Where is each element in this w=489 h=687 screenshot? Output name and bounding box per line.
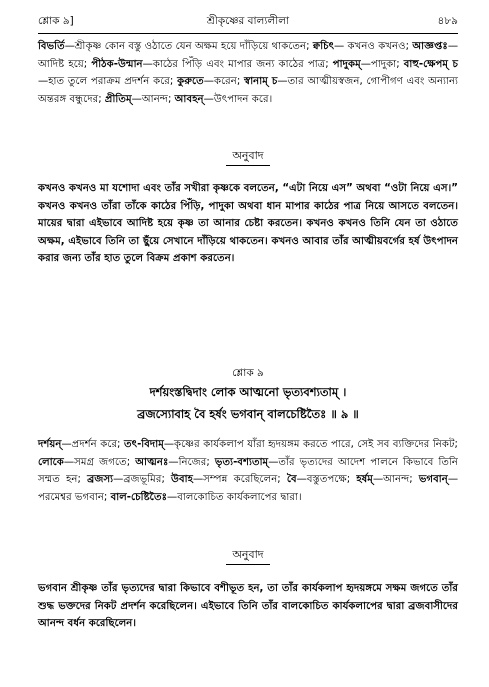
translation-paragraph-1: কখনও কখনও মা যশোদা এবং তাঁর সখীরা কৃষ্ণকে বলতেন, “এটা নিয়ে এস” অথবা “ওটা নিয়ে এস।” কখনও কখনও তাঁরা তাঁকে কাঠের পিঁড়ি, পাদুকা অথবা ধান মাপার কাঠের পাত্র নিয়ে আসতে বলতেন। মায়ের দ্বারা এইভাবে আদিষ্ট হয়ে কৃষ্ণ তা আনার চেষ্টা করতেন। কখনও কখনও তিনি যেন তা ওঠাতে অক্ষম, এইভাবে তিনি তা ছুঁয়ে সেখানে দাঁড়িয়ে থাকতেন। কখনও আবার তাঁর আত্মীয়বর্গের হর্ষ উৎপাদন করার জন্য তাঁর হাত তুলে বিক্রম প্রকাশ করতেন। <box>38 183 458 265</box>
synonym-meaning: —কৃষ্ণের কার্যকলাপ যাঁরা হৃদয়ঙ্গম করতে পারে, সেই সব ব্যক্তিদের নিকট; <box>163 439 458 450</box>
synonym-meaning: —বালকোচিত কার্যকলাপের দ্বারা। <box>167 491 302 503</box>
synonym-meaning: —কাঠের পিঁড়ি এবং মাপার জন্য কাঠের পাত্র; <box>142 58 333 70</box>
synonym-word: বাহু-ক্ষেপম্ চ <box>403 58 458 70</box>
synonym-word: আবহন্ <box>174 93 204 105</box>
synonym-word: ব্রজস্য <box>87 474 114 486</box>
synonym-word: পাদুকম্ <box>332 58 361 70</box>
synonym-meaning: —সমগ্র জগতে; <box>63 456 136 468</box>
synonym-meaning: —প্রদর্শন করে; <box>61 439 124 450</box>
synonym-meaning: —তার আত্মীয়স্বজন, গোপীগণ এবং অন্যান্য অন্তরঙ্গ বন্ধুদের; <box>38 76 458 105</box>
verse-line-1: দর্শয়ংস্তদ্বিদাং লোক আত্মনো ভৃত্যবশ্যতাম্ । <box>149 385 347 399</box>
synonym-word: উবাহ <box>171 474 193 486</box>
synonym-meaning: —আনন্দ; <box>131 93 175 105</box>
synonym-meaning: —করেন; <box>203 76 244 88</box>
synonym-meaning: —আদিষ্ট হয়ে; <box>38 41 458 70</box>
synonym-meaning: —পাদুকা; <box>360 58 404 70</box>
synonym-word: কুরুতে <box>177 76 204 88</box>
synonym-word: লোকে <box>38 456 64 468</box>
translation-paragraph-2: ভগবান শ্রীকৃষ্ণ তাঁর ভৃত্যদের দ্বারা কিভাবে বশীভূত হন, তা তাঁর কার্যকলাপ হৃদয়ঙ্গমে সক্ষম জগতে তাঁর শুদ্ধ ভক্তদের নিকট প্রদর্শন করেছিলেন। এইভাবে তিনি তাঁর বালকোচিত কার্যকলাপের দ্বারা ব্রজবাসীদের আনন্দ বর্ধন করেছিলেন। <box>38 583 458 630</box>
translation-heading-2: অনুবাদ <box>232 548 264 561</box>
synonym-meaning: —পরমেশ্বর ভগবান; <box>38 474 459 503</box>
synonym-word: পীঠক-উন্মান <box>91 58 143 70</box>
synonym-word: স্বানাম্ চ <box>244 76 278 88</box>
synonym-word: বিভর্তি <box>38 41 65 52</box>
synonym-word: আত্মনঃ <box>135 456 169 468</box>
verse-line-2: ব্রজস্যোবাহ বৈ হর্ষং ভগবান্ বালচেষ্টিতৈঃ ॥ ৯ ॥ <box>137 407 359 421</box>
synonym-meaning: —ব্রজভূমির; <box>113 474 172 486</box>
synonym-word: বাল-চেষ্টিতৈঃ <box>110 491 168 503</box>
header-chapter-title: শ্রীকৃষ্ণের বাল্যলীলা <box>206 15 290 27</box>
synonym-word: ভৃত্য-বশ্যতাম্ <box>214 456 269 468</box>
synonym-word: আজ্ঞপ্তঃ <box>412 41 448 52</box>
synonym-word: বৈ <box>286 474 297 486</box>
verse-number: শ্লোক ৯ <box>232 367 264 379</box>
synonym-meaning: —নিজের; <box>168 456 215 468</box>
synonyms-paragraph-bottom <box>38 436 458 506</box>
synonym-meaning: — কখনও কখনও; <box>334 41 413 52</box>
synonym-meaning: —হাত তুলে পরাক্রম প্রদর্শন করে; <box>38 76 178 88</box>
synonym-word: দর্শয়ন্ <box>38 439 62 450</box>
heading-underline-2 <box>226 564 270 565</box>
running-header <box>38 12 458 30</box>
header-verse-ref: শ্লোক ৯] <box>38 15 74 27</box>
page-number: ৪৮৯ <box>437 15 458 27</box>
synonym-word: ভগবান্ <box>418 474 448 486</box>
synonym-meaning: —শ্রীকৃষ্ণ কোন বস্তু ওঠাতে যেন অক্ষম হয়ে দাঁড়িয়ে থাকতেন; <box>64 41 313 52</box>
synonym-word: প্রীতিম্ <box>104 93 132 105</box>
synonym-word: ক্বচিৎ <box>312 41 335 52</box>
synonym-word: তৎ-বিদাম্ <box>123 439 164 450</box>
synonyms-paragraph-top <box>38 38 458 108</box>
header-rule <box>38 33 458 34</box>
synonym-meaning: —উৎপাদন করে। <box>203 93 273 105</box>
synonym-meaning: —আনন্দ; <box>372 474 419 486</box>
synonym-meaning: —তাঁর ভৃত্যদের আদেশ পালনে কিভাবে তিনি সম্মত হন; <box>38 456 458 486</box>
synonym-meaning: —সম্পন্ন করেছিলেন; <box>192 474 287 486</box>
synonym-word: হর্ষম্ <box>356 474 373 486</box>
synonym-meaning: —বস্তুতপক্ষে; <box>296 474 357 486</box>
translation-heading-1: অনুবাদ <box>232 149 264 162</box>
heading-underline-1 <box>226 165 270 166</box>
